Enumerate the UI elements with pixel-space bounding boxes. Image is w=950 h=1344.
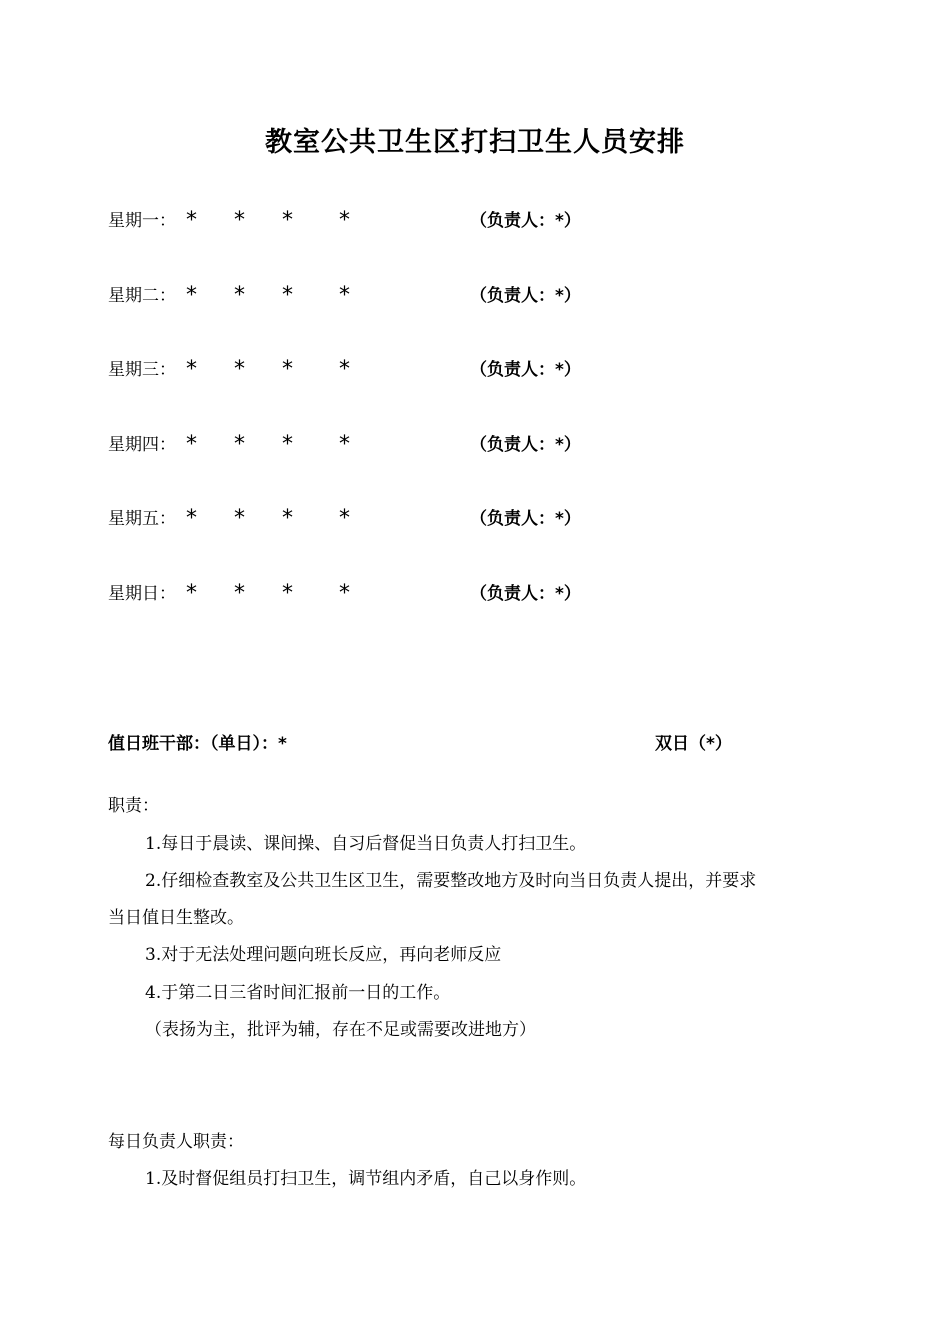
member-star: * [234,283,245,308]
day-label: 星期四： [108,435,176,455]
page-title: 教室公共卫生区打扫卫生人员安排 [265,127,685,158]
responsibility-item-continued: 当日值日生整改。 [108,908,244,928]
day-label: 星期一： [108,211,176,231]
day-label: 星期日： [108,584,176,604]
member-star: * [339,283,350,308]
responsibility-note: （表扬为主，批评为辅，存在不足或需要改进地方） [145,1020,536,1040]
duty-cadre-odd-day: 值日班干部：（单日）：* [108,734,287,754]
member-star: * [339,357,350,382]
leader-note: （负责人：*） [470,211,581,231]
duty-cadre-line [108,730,868,758]
member-star: * [339,581,350,606]
member-star: * [282,506,293,531]
member-star: * [234,581,245,606]
member-star: * [339,208,350,233]
member-star: * [282,357,293,382]
duty-cadre-even-day: 双日（*） [655,734,732,754]
member-star: * [282,208,293,233]
responsibility-item: 4.于第二日三省时间汇报前一日的工作。 [145,983,451,1003]
member-star: * [186,432,197,457]
member-star: * [186,283,197,308]
member-star: * [282,581,293,606]
member-star: * [234,357,245,382]
leader-note: （负责人：*） [470,584,581,604]
member-star: * [282,432,293,457]
member-star: * [186,581,197,606]
leader-note: （负责人：*） [470,286,581,306]
member-star: * [234,432,245,457]
member-star: * [282,283,293,308]
day-label: 星期三： [108,360,176,380]
member-star: * [339,432,350,457]
member-star: * [186,506,197,531]
member-star: * [186,357,197,382]
day-label: 星期二： [108,286,176,306]
day-label: 星期五： [108,509,176,529]
leader-note: （负责人：*） [470,360,581,380]
responsibilities-heading: 职责： [108,796,159,816]
member-star: * [234,208,245,233]
leader-note: （负责人：*） [470,509,581,529]
member-star: * [339,506,350,531]
leader-duties-heading: 每日负责人职责： [108,1132,244,1152]
responsibility-item: 3.对于无法处理问题向班长反应，再向老师反应 [145,945,502,965]
responsibility-item: 1.每日于晨读、课间操、自习后督促当日负责人打扫卫生。 [145,834,587,854]
responsibility-item: 2.仔细检查教室及公共卫生区卫生，需要整改地方及时向当日负责人提出，并要求 [145,871,757,891]
leader-note: （负责人：*） [470,435,581,455]
member-star: * [186,208,197,233]
member-star: * [234,506,245,531]
leader-duty-item: 1.及时督促组员打扫卫生，调节组内矛盾，自己以身作则。 [145,1169,587,1189]
